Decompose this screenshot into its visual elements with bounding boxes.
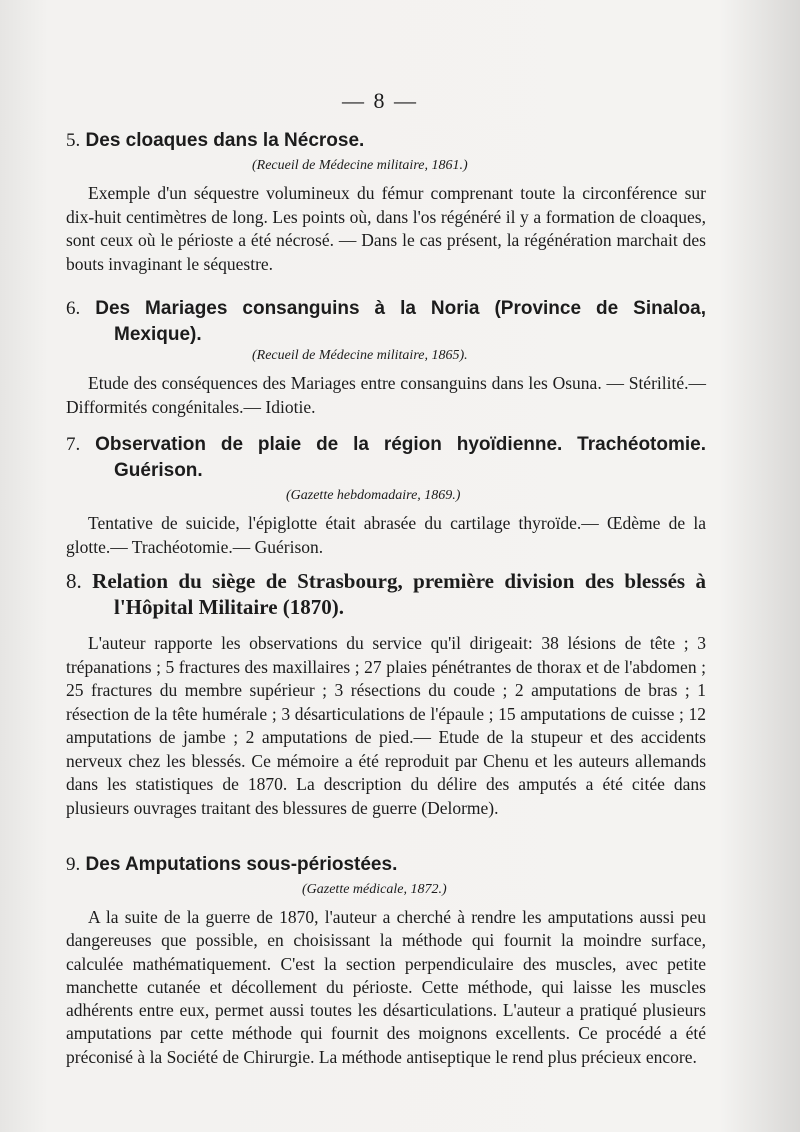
- entry-number: 6.: [66, 298, 81, 319]
- entry-body: A la suite de la guerre de 1870, l'auteur a cherché à rendre les amputations aussi peu dangereuses que possible, en choisissant la méthode qui fournit la moindre surface, calculée mathématiquement. C'est la section perpendiculaire des muscles, avec petite manchette cutanée et décollement du périoste. Cette méthode, qui laisse les muscles adhérents entre eux, permet aussi toutes les désarticulations. L'auteur a pratiqué plusieurs amputations par cette méthode qui fournit des moignons excellents. Ce procédé a été préconisé à la Société de Chirurgie. La méthode antiseptique le rend plus précieux encore.: [66, 907, 706, 1067]
- entry-heading: [66, 432, 706, 484]
- entry-heading: [66, 296, 706, 348]
- entry-8: [66, 568, 706, 820]
- entry-source: (Gazette hebdomadaire, 1869.): [286, 488, 461, 503]
- entry-source: (Recueil de Médecine militaire, 1861.): [252, 158, 468, 173]
- entry-heading: [66, 852, 706, 878]
- entry-source: (Recueil de Médecine militaire, 1865).: [252, 348, 468, 363]
- entry-body: Etude des conséquences des Mariages entre consanguins dans les Osuna. — Stérilité.— Difformités congénitales.— Idiotie.: [66, 373, 706, 417]
- page-number: — 8 —: [342, 88, 418, 113]
- entry-source: (Gazette médicale, 1872.): [302, 882, 447, 897]
- entry-title: Des Amputations sous-périostées.: [85, 854, 398, 875]
- entry-body: Exemple d'un séquestre volumineux du fémur comprenant toute la circonférence sur dix-huit centimètres de long. Les points où, dans l'os régénéré il y a formation de cloaques, sont ceux où le périoste a été nécrosé. — Dans le cas présent, la régénération marchait des bouts invaginant le séquestre.: [66, 183, 706, 274]
- entry-title: Des Mariages consanguins à la Noria (Province de Sinaloa, Mexique).: [95, 298, 707, 345]
- entry-7: [66, 432, 706, 559]
- entry-number: 5.: [66, 130, 81, 151]
- entry-body: Tentative de suicide, l'épiglotte était abrasée du cartilage thyroïde.— Œdème de la glotte.— Trachéotomie.— Guérison.: [66, 513, 706, 557]
- entry-heading: [66, 568, 706, 620]
- entry-number: 8.: [66, 569, 82, 593]
- entry-body: L'auteur rapporte les observations du service qu'il dirigeait: 38 lésions de tête ; 3 trépanations ; 5 fractures des maxillaires ; 27 plaies pénétrantes de thorax et de l'abdomen ; 25 fractures du membre supérieur ; 3 résections du coude ; 2 amputations de bras ; 1 résection de la tête humérale ; 3 désarticulations de l'épaule ; 15 amputations de cuisse ; 12 amputations de jambe ; 2 amputations de pied.— Etude de la stupeur et des accidents nerveux chez les blessés. Ce mémoire a été reproduit par Chenu et les auteurs allemands dans les statistiques de 1870. La description du délire des amputés a été citée dans plusieurs ouvrages traitant des blessures de guerre (Delorme).: [66, 633, 706, 818]
- entry-title: Observation de plaie de la région hyoïdienne. Trachéotomie. Guérison.: [95, 434, 706, 481]
- entry-9: [66, 852, 706, 1069]
- entry-6: [66, 296, 706, 419]
- entry-heading: [66, 128, 706, 154]
- entry-number: 7.: [66, 434, 81, 455]
- entry-title: Relation du siège de Strasbourg, première division des blessés à l'Hôpital Militaire (1870).: [92, 569, 707, 619]
- entry-title: Des cloaques dans la Nécrose.: [85, 130, 365, 151]
- entry-number: 9.: [66, 854, 81, 875]
- entry-5: [66, 128, 706, 276]
